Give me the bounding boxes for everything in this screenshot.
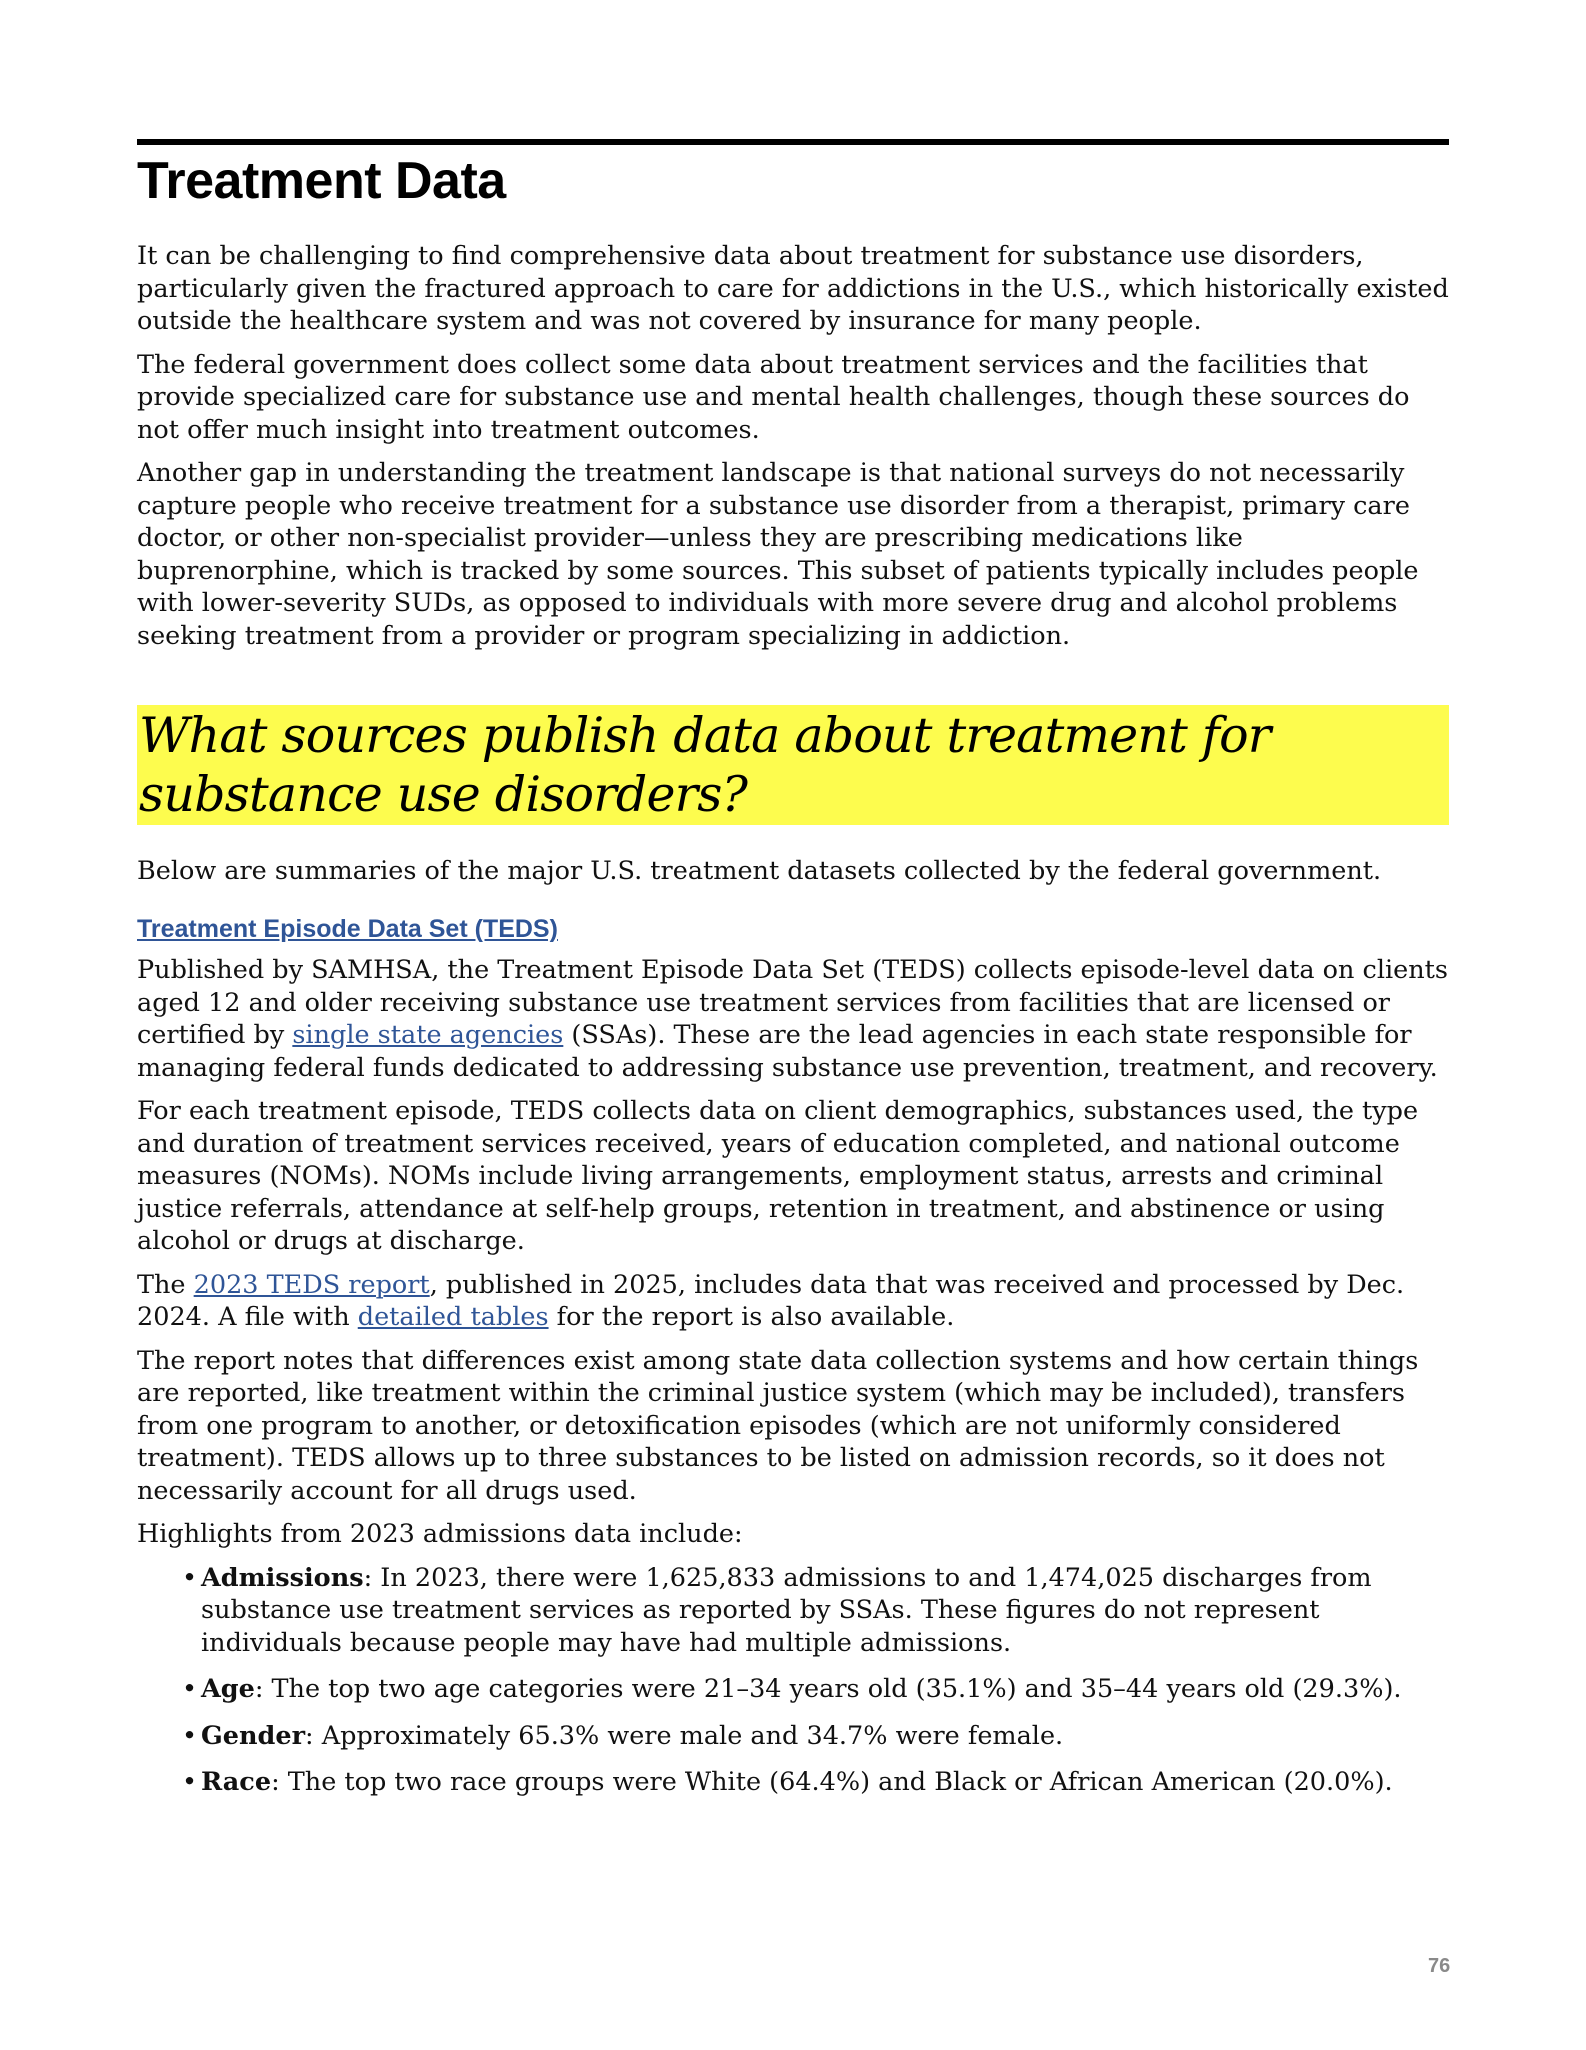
teds-paragraph <box>137 1269 1449 1334</box>
bullet-icon: • <box>182 1767 198 1797</box>
highlight-term: Race <box>201 1767 272 1797</box>
detailed-tables-link[interactable]: detailed tables <box>357 1302 549 1332</box>
page-number: 76 <box>1428 1955 1451 1977</box>
bullet-icon: • <box>182 1720 198 1751</box>
teds-paragraph <box>137 954 1449 1084</box>
highlight-text: : The top two age categories were 21–34 years old (35.1%) and 35–44 years old (29.3%). <box>254 1674 1402 1704</box>
highlight-term: Gender <box>201 1720 306 1751</box>
highlight-text: : The top two race groups were White (64.4%) and Black or African American (20.0%). <box>271 1767 1393 1797</box>
intro-paragraph: The federal government does collect some data about treatment services and the facilities that provide specialized care for substance use and mental health challenges, though these sources do not offer much insight into treatment outcomes. <box>137 349 1410 445</box>
text-span: Published by SAMHSA, the Treatment Episode Data Set (TEDS) collects episode-level data on clients aged 12 and older receiving substance use treatment services from facilities that are licensed or certified by <box>137 955 1448 1050</box>
teds-heading-link[interactable]: Treatment Episode Data Set (TEDS) <box>137 915 558 943</box>
teds-paragraph: The report notes that differences exist among state data collection systems and how certain things are reported, like treatment within the criminal justice system (which may be included), transfers from one program to another, or detoxification episodes (which are not uniformly considered treatment). TEDS allows up to three substances to be listed on admission records, so it does not necessarily account for all drugs used. <box>137 1345 1419 1506</box>
text-span: (SSAs). These are the lead agencies in each state responsible for managing federal funds dedicated to addressing substance use prevention, treatment, and recovery. <box>137 1020 1438 1083</box>
highlight-term: Admissions <box>201 1562 364 1593</box>
intro-paragraph: Another gap in understanding the treatment landscape is that national surveys do not necessarily capture people who receive treatment for a substance use disorder from a therapist, primary care doctor, or other non-specialist provider—unless they are prescribing medications like buprenorphine, which is tracked by some sources. This subset of patients typically includes people with lower-severity SUDs, as opposed to individuals with more severe drug and alcohol problems seeking treatment from a provider or program specializing in addiction. <box>137 458 1419 651</box>
question-heading: What sources publish data about treatment for substance use disorders? <box>139 707 1271 823</box>
text-span: , published in 2025, includes data that was received and processed by Dec. 2024. A file with <box>137 1269 1405 1332</box>
text-span: The <box>137 1269 194 1300</box>
highlights-intro: Highlights from 2023 admissions data include: <box>137 1519 743 1549</box>
highlight-text: : Approximately 65.3% were male and 34.7% were female. <box>305 1720 1064 1751</box>
single-state-agencies-link[interactable]: single state agencies <box>292 1020 564 1050</box>
highlights-list <box>137 1562 1449 1799</box>
list-item <box>137 1766 1449 1799</box>
list-item <box>137 1720 1449 1753</box>
teds-paragraph: For each treatment episode, TEDS collects data on client demographics, substances used, the type and duration of treatment services received, years of education completed, and national outcome measures (NOMs). NOMs include living arrangements, employment status, arrests and criminal justice referrals, attendance at self-help groups, retention in treatment, and abstinence or using alcohol or drugs at discharge. <box>137 1096 1419 1256</box>
intro-paragraph: It can be challenging to find comprehensive data about treatment for substance use disorders, particularly given the fractured approach to care for addictions in the U.S., which historically existed outside the healthcare system and was not covered by insurance for many people. <box>137 241 1449 336</box>
teds-report-link[interactable]: 2023 TEDS report <box>193 1269 430 1300</box>
bullet-icon: • <box>182 1674 198 1704</box>
list-item <box>137 1673 1449 1706</box>
bullet-icon: • <box>182 1562 198 1593</box>
list-item <box>137 1562 1449 1660</box>
text-span: for the report is also available. <box>548 1302 955 1332</box>
page-title: Treatment Data <box>137 152 506 210</box>
teds-section <box>137 954 1449 1813</box>
intro-section <box>137 240 1449 663</box>
summary-paragraph: Below are summaries of the major U.S. treatment datasets collected by the federal government. <box>137 856 1382 886</box>
title-rule <box>137 139 1449 145</box>
highlight-term: Age <box>201 1674 255 1704</box>
highlight-text: : In 2023, there were 1,625,833 admissions to and 1,474,025 discharges from substance use treatment services as reported by SSAs. These figures do not represent individuals because people may have had multiple admissions. <box>201 1562 1372 1658</box>
